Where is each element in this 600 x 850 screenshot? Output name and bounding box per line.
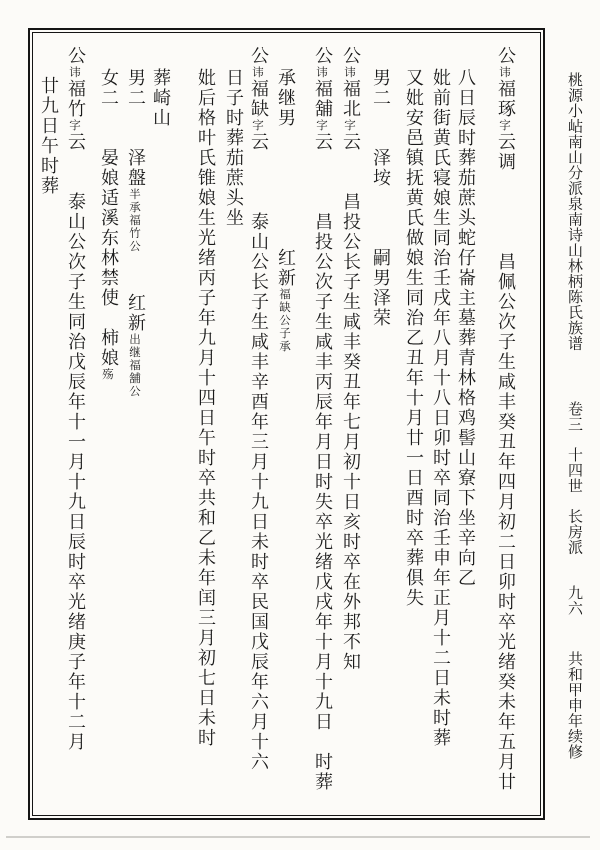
annotation-text: 殇 <box>101 368 115 381</box>
consort-ye-burial <box>149 68 171 128</box>
text-run: 福竹 <box>65 79 86 119</box>
text-run: 柿娘 <box>98 328 119 368</box>
entry-fuque-burial <box>222 68 244 228</box>
annotation-text: 字 <box>343 119 357 132</box>
annotation-text: 讳 <box>343 66 357 79</box>
text-run: 八日辰时葬茄蔗头蛇仔崙主墓葬青林格鸡髻山寮下坐辛向乙 <box>455 68 476 588</box>
text-run: 昌投公次子生咸丰丙辰年月日时失卒光绪戊戌年十月十九日 <box>312 212 333 732</box>
text-run: 福琢 <box>495 79 516 119</box>
text-run: 泰山公长子生咸丰辛酉年三月十九日未时卒民国戊辰年六月十六 <box>248 212 269 772</box>
text-run: 又妣安邑镇抚黄氏做娘生同治乙丑年十月廿一日酉时卒葬俱失 <box>403 68 424 608</box>
text-run: 嗣男泽荣 <box>370 248 391 328</box>
text-run: 公 <box>65 46 86 66</box>
entry-fuzhu-burial <box>37 76 59 196</box>
text-run: 泽盤 <box>125 148 146 188</box>
text-run: 葬崎山 <box>150 68 171 128</box>
book-spine <box>561 72 589 760</box>
text-run: 云 <box>312 132 333 152</box>
annotation-text: 字 <box>498 119 512 132</box>
annotation-text: 字 <box>315 119 329 132</box>
entry-fupu <box>311 46 333 792</box>
text-run: 云 <box>340 132 361 152</box>
annotation-text: 字 <box>68 119 82 132</box>
text-run: 女二 <box>98 68 119 108</box>
annotation-text: 半承福竹公 <box>128 188 142 253</box>
text-run: 承继男 <box>275 68 296 128</box>
text-run: 公 <box>312 46 333 66</box>
text-run: 昌投公长子生咸丰癸丑年七月初十日亥时卒在外邦不知 <box>340 192 361 672</box>
text-run: 云 <box>65 132 86 152</box>
text-run: 红新 <box>125 293 146 333</box>
text-run: 男二 <box>370 68 391 108</box>
book-title: 桃源小岾南山分派泉南诗山林柄陈氏族谱 <box>566 72 584 351</box>
annotation-text: 讳 <box>251 66 265 79</box>
sons-of-fuque <box>124 68 146 398</box>
text-run: 公 <box>495 46 516 66</box>
text-run: 红新 <box>275 248 296 288</box>
text-run: 福缺 <box>248 79 269 119</box>
text-run: 泽垵 <box>370 148 391 188</box>
text-run: 妣前街黄氏寝娘生同治壬戌年八月十八日卯时卒同治壬申年正月十二日未时葬 <box>430 68 451 748</box>
entry-fuzhuo-burial <box>454 68 476 588</box>
text-run: 泰山公次子生同治戊辰年十一月十九日辰时卒光绪庚子年十二月 <box>65 192 86 752</box>
text-run: 日子时葬茄蔗头坐 <box>223 68 244 228</box>
consort-huang-zuoniang <box>402 68 424 608</box>
text-run: 福舖 <box>312 79 333 119</box>
adopted-heir-hongxin <box>274 68 296 353</box>
branch-label: 长房派 <box>566 508 584 555</box>
entry-fuque <box>247 46 269 772</box>
entry-fubei <box>339 46 361 672</box>
entry-fuzhu <box>64 46 86 752</box>
annotation-text: 讳 <box>68 66 82 79</box>
daughters-of-fuque <box>97 68 119 381</box>
text-run: 云 <box>248 132 269 152</box>
text-run: 公 <box>340 46 361 66</box>
entry-fuzhuo-header <box>494 46 516 792</box>
genealogy-columns <box>37 46 516 792</box>
annotation-text: 讳 <box>498 66 512 79</box>
text-run: 公 <box>248 46 269 66</box>
annotation-text: 出继福舖公 <box>128 333 142 398</box>
edition-label: 共和甲申年续修 <box>566 651 584 760</box>
annotation-text: 讳 <box>315 66 329 79</box>
scan-artifact <box>6 836 590 838</box>
text-run: 云调 <box>495 132 516 172</box>
text-run: 妣后格叶氏锥娘生光绪丙子年九月十四日午时卒共和乙未年闰三月初七日未时 <box>195 68 216 748</box>
annotation-text: 福缺公子承 <box>278 288 292 353</box>
consort-huang-qinniang <box>429 68 451 748</box>
consort-ye-zhuiniang <box>194 68 216 748</box>
volume-label: 卷三 <box>566 401 584 432</box>
text-run: 廿九日午时葬 <box>38 76 59 196</box>
text-run: 时葬 <box>312 752 333 792</box>
annotation-text: 字 <box>251 119 265 132</box>
folio-number: 九六 <box>566 585 584 616</box>
text-run: 晏娘适溪东林禁使 <box>98 148 119 308</box>
text-run: 男二 <box>125 68 146 108</box>
text-run: 昌佩公次子生咸丰癸丑年四月初二日卯时卒光绪癸未年五月廿 <box>495 252 516 792</box>
text-run: 福北 <box>340 79 361 119</box>
generation-label: 十四世 <box>566 447 584 494</box>
sons-of-fuzhuo <box>369 68 391 328</box>
